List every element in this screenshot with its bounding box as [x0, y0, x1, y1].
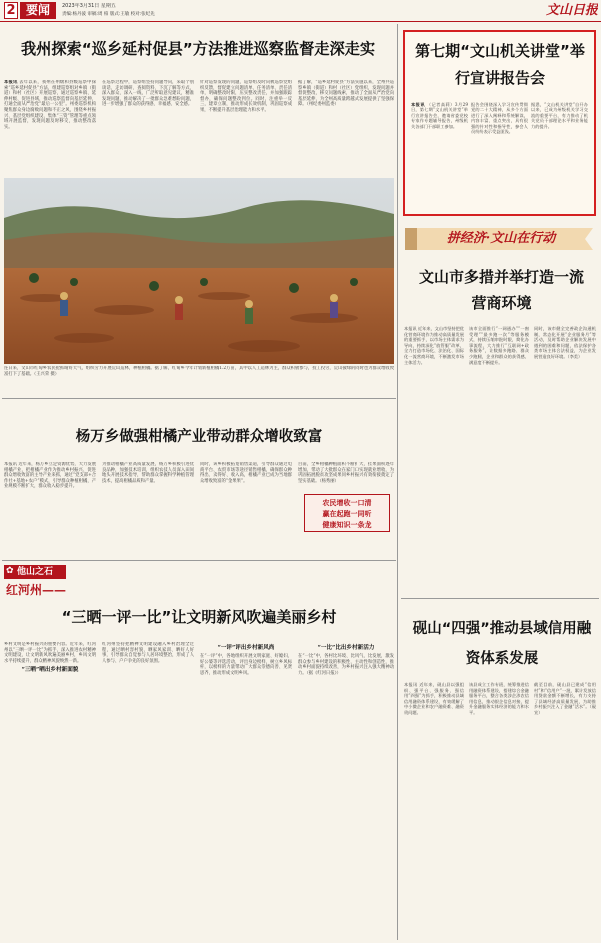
lead-headline: 我州探索“巡乡延村促县”方法推进巡察监督走深走实 — [20, 40, 376, 58]
yanshan-headline: 砚山“四强”推动县域信用融资体系发展 — [412, 621, 592, 667]
boxed-col-3: 据悉，“文山机关讲堂”自开办以来，已成为州级机关学习交流的重要平台，有力推动了机关党员干部理论水平和业务能力的提升。 — [531, 102, 588, 129]
third-text-1: 乡村文明是乡村振兴的重要内容。近年来，红河州以“三晒一评一比”为抓手，深入推进农村精神文明建设，让文明新风吹遍美丽乡村，乡风文明水平持续提升，群众精神风貌焕然一新。 — [4, 642, 96, 664]
third-text-2: 红河州坚持把精神文明建设融入乡村治理全过程，通过晒村容村貌、晒家风家训、晒好人好事，引导群众自觉参与人居环境整治，形成了人人参与、户户争先的良好氛围。 — [102, 642, 194, 664]
boxed-headline: 第七期“文山机关讲堂”举行宣讲报告会 — [415, 42, 585, 87]
issue-info: 2023年3月31日 星期五 — [62, 3, 116, 9]
third-kicker: 红河州—— — [6, 583, 67, 597]
slogan-line-3: 健康知识一条龙 — [322, 521, 372, 529]
second-col-3: 同时，该乡积极拓宽销售渠道，引导群众通过电商平台、农贸市场等途径销售柑橘，确保群众种得出、卖得好、收入高，柑橘产业已成为当地群众增收致富的“金果果”。 — [200, 462, 292, 484]
photo-caption: 连日来，文山市红甸乡农民抢抓晴好天气，组织劳力开展荒山造林，种植柑橘。据了解，红甸乡今年计划新植柑橘1.2万亩，其中以人工造林为主，群众积极参与，投工投劳，荒山披绿的同时也为群众增收致富打下了基础。（王兴荣 摄） — [4, 366, 394, 377]
news-photo-citrus-planting — [4, 178, 394, 364]
wenshan-col-1: 本报讯 近年来，文山市坚持把优化营商环境作为推动高质量发展的重要抓手，以市场主体需求为导向，持续深化“放管服”改革，全力打造市场化、法治化、国际化一流营商环境，不断激发市场主体活力。 — [404, 326, 464, 365]
yanshan-col-2: 该县成立工作专班，统筹推进信用融资体系建设，搭建综合金融服务平台，整合各类涉企涉农信用信息，推动银企信息对接，提升金融服务实体经济的能力和水平。 — [469, 682, 529, 715]
lead-col-4: 据了解，“巡乡延村促县”方法实施以来，全州共巡察乡镇（街道）和村（社区）党组织，发现问题并督促整改，移交问题线索，推动了全面从严治党向基层延伸，为全州高质量跨越式发展提供了坚强保障。（州纪委州监委） — [298, 80, 394, 108]
column-tag — [4, 565, 66, 579]
third-text-3: 在“一评”中，各地组织开展文明家庭、好媳妇、好公婆等评选活动，评出身边榜样，树立乡风标杆，以榜样的力量带动广大群众崇德向善、见贤思齐，推动形成文明乡风。 — [200, 654, 292, 676]
slogan-line-2: 赢在起跑一同听 — [322, 510, 372, 518]
third-headline: “三晒一评一比”让文明新风吹遍美丽乡村 — [61, 608, 337, 626]
yanshan-col-1: 本报讯 近年来，砚山县以强组织、强平台、强服务、强信用“四强”为抓手，积极推动县域信用融资体系建设，有效缓解了中小微企业和农户融资难、融资贵问题。 — [404, 682, 464, 715]
boxed-col-1 — [411, 102, 468, 210]
rule-second-bottom — [2, 560, 396, 561]
third-col-2 — [102, 642, 194, 938]
lead-col-3: 针对巡察发现的问题，巡察组及时向被巡察党组织反馈，督促建立问题清单、任务清单、责任清单，明确整改时限，压实整改责任，并加强跟踪督办，确保问题整改到位。同时，注重举一反三，建章立制，推动形成长效机制，巩固巡察成果，不断提升基层治理能力和水平。 — [200, 80, 292, 113]
page-number: 2 — [4, 2, 18, 19]
second-col-4: 目前，全乡柑橘种植面积不断扩大，挂果面积逐年增加，带动了大批群众在家门口实现就业增收，为巩固拓展脱贫攻坚成果同乡村振兴有效衔接奠定了坚实基础。（杨秀丽） — [298, 462, 394, 484]
boxed-byline: 本报讯 — [411, 102, 426, 107]
third-text-4: 在“一比”中，各村比环境、比风气、比发展，激发群众参与乡村建设的积极性、主动性和创造性，推动乡村面貌持续改善，为乡村振兴注入强大精神动力。（据《红河日报》） — [298, 654, 394, 676]
staff-info: 责编:杨丹波 审稿:周 柏 版式:王敏 校对:张纪先 — [62, 12, 155, 17]
third-col-1 — [4, 642, 96, 938]
boxed-story-frame — [403, 30, 596, 216]
second-col-1: 本报讯 近年来，杨万乡立足资源优势，大力发展柑橘产业，把柑橘产业作为推动乡村振兴、促进群众增收致富的主导产业来抓，通过“党支部+合作社+基地+农户”模式，引导群众种植柑橘，产业规模不断扩大，群众收入稳步提升。 — [4, 462, 96, 490]
lead-col-2: 在巡察过程中，巡察组坚持问题导向，采取个别谈话、走访调研、查阅资料、下沉了解等方式，深入群众、深入一线，广泛听取意见建议，精准发现问题，推动解决了一批群众急难愁盼问题，进一步增强了群众的获得感、幸福感、安全感。 — [102, 80, 194, 108]
lead-byline: 本报讯 — [4, 80, 18, 85]
yanshan-col-3: 截至目前，砚山县已建成“信用村”和“信用户”一批，累计发放信用贷款金额不断增长，有力支持了县域经济高质量发展，为助推乡村振兴注入了金融“活水”。（砚宣） — [534, 682, 596, 715]
third-col-3 — [200, 642, 292, 938]
column-tag-label: 他山之石 — [17, 567, 54, 577]
third-subhead-3: “一比”比出乡村新活力 — [317, 645, 375, 651]
third-subhead-1: “三晒”晒出乡村新面貌 — [21, 667, 79, 674]
masthead — [0, 0, 601, 22]
wenshan-col-3: 同时，该市健全完善政企沟通机制，常态化开展“企业服务月”等活动，及时帮助企业解决发展中遇到的困难和问题，依法保护各类市场主体合法权益，为企业发展营造良好环境。（李美） — [534, 326, 596, 359]
slogan-box — [304, 494, 390, 532]
column-banner — [403, 224, 596, 254]
second-headline: 杨万乡做强柑橘产业带动群众增收致富 — [75, 429, 323, 445]
column-divider — [397, 24, 398, 940]
rule-lead-bottom — [2, 398, 396, 399]
second-col-2: 为推动柑橘产业高质量发展，杨万乡积极引进优良品种，加强技术培训，组织农技人员深入田间地头开展技术指导，帮助群众掌握科学种植管理技术，提高柑橘品质和产量。 — [102, 462, 194, 484]
section-label: 要闻 — [20, 2, 56, 19]
column-banner-text: 拼经济·文山在行动 — [446, 231, 556, 246]
boxed-col-2: 报告会围绕深入学习宣传贯彻党的二十大精神，从多个方面进行了深入阐释和系统解读，内容丰富、重点突出，具有很强的针对性和指导性，参会人员纷纷表示受益匪浅。 — [471, 102, 528, 135]
third-subhead-2: “一评”评出乡村新风尚 — [217, 645, 275, 651]
flower-icon: ✿ — [6, 566, 14, 576]
wenshan-col-2: 该市全面推行“一网通办”“一窗受理”“最多跑一次”等服务模式，持续压缩审批时限，简化办事流程，大力推行“互联网+政务服务”，让数据多跑路、群众少跑腿，企业和群众的获得感、满意度不断提升。 — [469, 326, 529, 365]
masthead-rule — [0, 21, 601, 22]
boxed-text-1: （记者高莉）3月29日，第七期“文山机关讲堂”举行宣讲报告会，邀请省委党校专家作专题辅导报告，州级机关各部门干部职工参加。 — [411, 102, 468, 129]
newspaper-logo: 文山日报 — [545, 3, 598, 18]
third-col-4 — [298, 642, 394, 938]
lead-text-1: 去年以来，我州在州级和县级巡察中探索“巡乡延村促县”方法，组建巡察组对乡镇（街道）和村（社区）开展巡察，通过巡察乡镇、延伸村级、促进县域，推动巡察监督向基层延伸，打通全面从严治党“最后一公里”。州委巡察机构聚焦群众身边腐败问题和不正之风，围绕乡村振兴、基层党组织建设、集体“三资”管理等重点领域开展监督，发现问题及时移交，推动整改落实。 — [4, 80, 96, 130]
slogan-line-1: 农民增收一口清 — [322, 499, 372, 507]
rule-wenshan-bottom — [401, 598, 599, 599]
wenshan-headline: 文山市多措并举打造一流营商环境 — [418, 268, 584, 312]
